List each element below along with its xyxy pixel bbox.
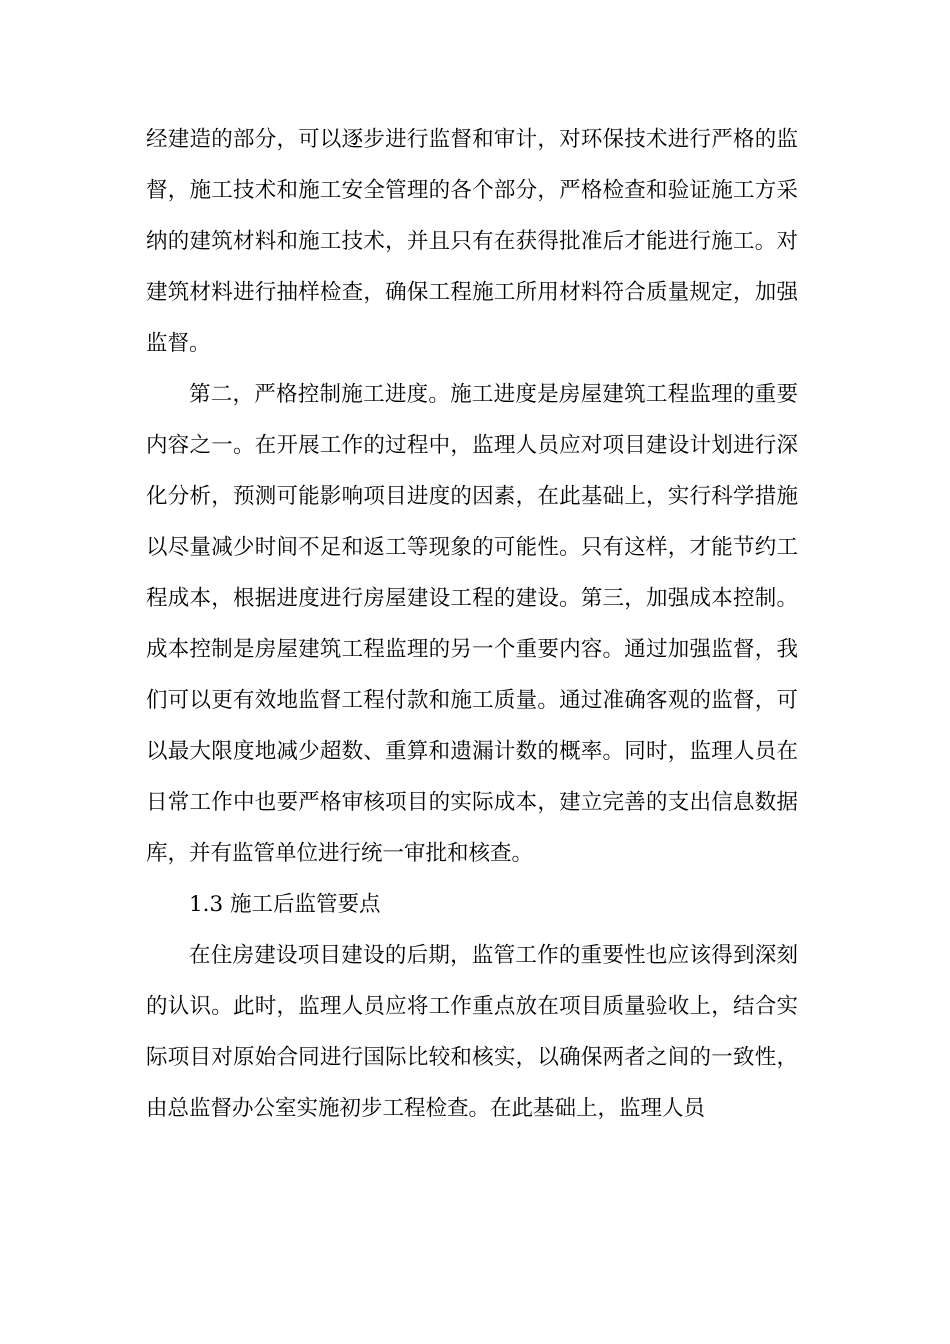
section-heading: 1.3 施工后监管要点 (189, 892, 381, 917)
document-body (146, 114, 798, 1134)
paragraph-post-construction: 在住房建设项目建设的后期，监管工作的重要性也应该得到深刻的认识。此时，监理人员应将工作重点放在项目质量验收上，结合实际项目对原始合同进行国际比较和核实，以确保两者之间的一致性，由总监督办公室实施初步工程检查。在此基础上，监理人员 (146, 943, 798, 1121)
paragraph-progress-and-cost-control: 第二，严格控制施工进度。施工进度是房屋建筑工程监理的重要内容之一。在开展工作的过程中，监理人员应对项目建设计划进行深化分析，预测可能影响项目进度的因素，在此基础上，实行科学措施以尽量减少时间不足和返工等现象的可能性。只有这样，才能节约工程成本，根据进度进行房屋建设工程的建设。第三，加强成本控制。成本控制是房屋建筑工程监理的另一个重要内容。通过加强监督，我们可以更有效地监督工程付款和施工质量。通过准确客观的监督，可以最大限度地减少超数、重算和遗漏计数的概率。同时，监理人员在日常工作中也要严格审核项目的实际成本，建立完善的支出信息数据库，并有监管单位进行统一审批和核查。 (146, 382, 798, 866)
paragraph-continuation: 经建造的部分，可以逐步进行监督和审计，对环保技术进行严格的监督，施工技术和施工安全管理的各个部分，严格检查和验证施工方采纳的建筑材料和施工技术，并且只有在获得批准后才能进行施工。对建筑材料进行抽样检查，确保工程施工所用材料符合质量规定，加强监督。 (146, 127, 798, 356)
